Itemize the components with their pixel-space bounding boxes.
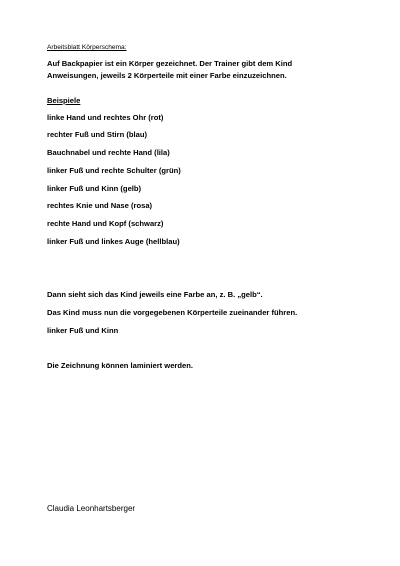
intro-line-2: Anweisungen, jeweils 2 Körperteile mit einer Farbe einzuzeichnen. (47, 71, 287, 80)
example-item-7: rechte Hand und Kopf (schwarz) (47, 219, 164, 228)
instruction-example: linker Fuß und Kinn (47, 326, 119, 335)
examples-heading: Beispiele (47, 96, 81, 105)
intro-paragraph (47, 58, 367, 82)
laminate-note: Die Zeichnung können laminiert werden. (47, 361, 193, 370)
example-item-1: linke Hand und rechtes Ohr (rot) (47, 113, 164, 122)
worksheet-header: Arbeitsblatt Körperschema: (47, 44, 127, 51)
example-item-3: Bauchnabel und rechte Hand (lila) (47, 148, 170, 157)
example-item-4: linker Fuß und rechte Schulter (grün) (47, 166, 181, 175)
intro-line-1: Auf Backpapier ist ein Körper gezeichnet. Der Trainer gibt dem Kind (47, 59, 293, 68)
example-item-8: linker Fuß und linkes Auge (hellblau) (47, 237, 180, 246)
example-item-6: rechtes Knie und Nase (rosa) (47, 201, 153, 210)
example-item-2: rechter Fuß und Stirn (blau) (47, 130, 147, 139)
instruction-line-1: Dann sieht sich das Kind jeweils eine Farbe an, z. B. „gelb“. (47, 290, 263, 299)
example-item-5: linker Fuß und Kinn (gelb) (47, 184, 142, 193)
author-signature: Claudia Leonhartsberger (47, 504, 136, 513)
instruction-line-2: Das Kind muss nun die vorgegebenen Körperteile zueinander führen. (47, 308, 298, 317)
